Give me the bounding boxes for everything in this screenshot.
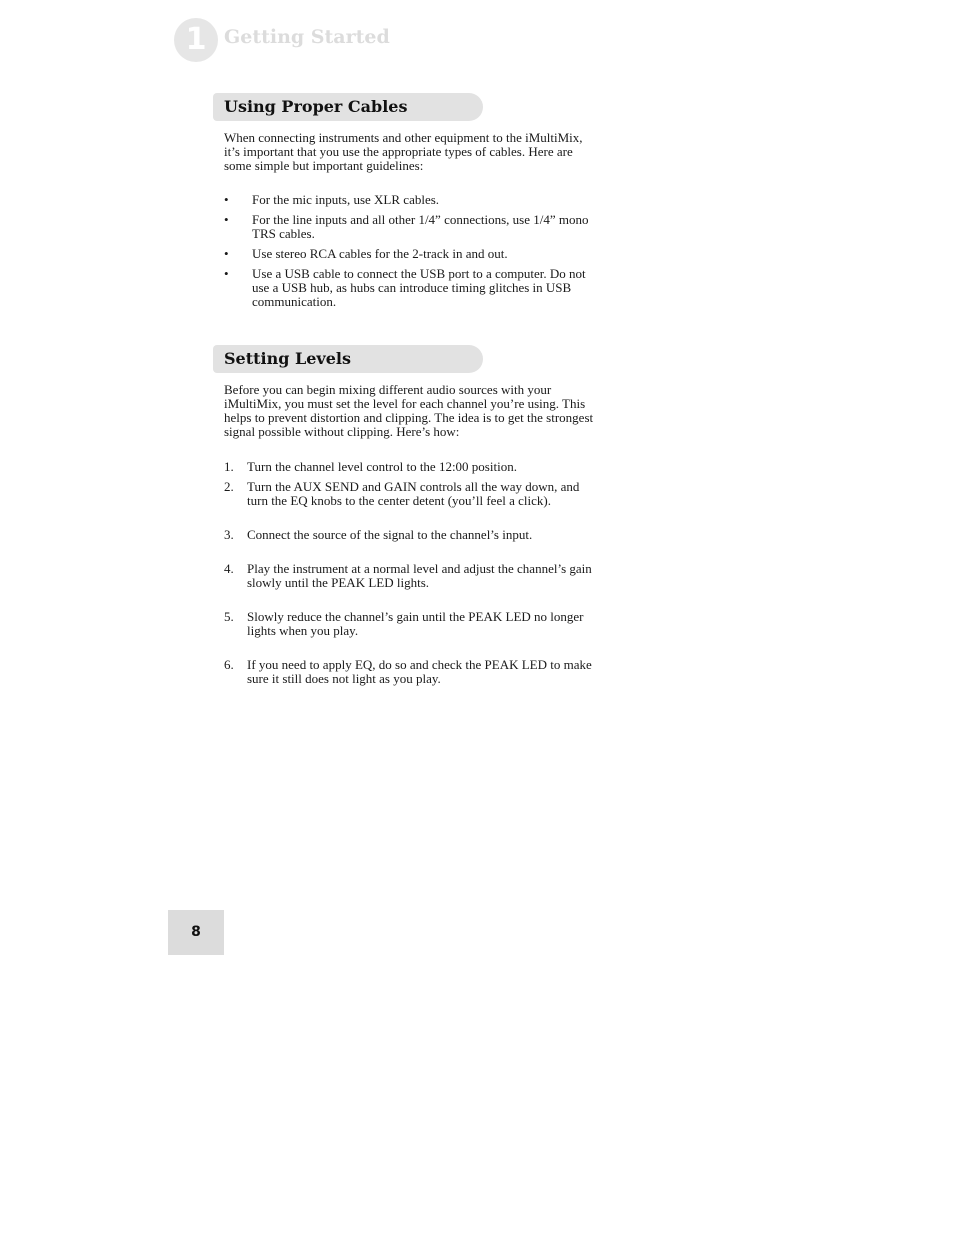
list-item-text: Turn the channel level control to the 12:00 position. [247, 459, 517, 474]
bullet-marker: • [224, 212, 229, 227]
bullet-marker: • [224, 266, 229, 281]
step-number: 4. [224, 561, 234, 576]
list-item [224, 528, 594, 542]
step-number: 1. [224, 459, 234, 474]
section-heading-cables [213, 93, 483, 121]
list-item-text: For the mic inputs, use XLR cables. [252, 192, 440, 207]
cables-intro: When connecting instruments and other equipment to the iMultiMix, it’s important that you use the appropriate types of cables. Here are some simple but important guidelines: [224, 130, 583, 173]
levels-steps-list [224, 460, 594, 686]
bullet-marker: • [224, 246, 229, 261]
list-item [224, 460, 594, 474]
section-heading-text: Setting Levels [224, 349, 351, 368]
list-item [224, 247, 594, 261]
list-item-text: Use stereo RCA cables for the 2-track in and out. [252, 246, 508, 261]
list-item-text: Slowly reduce the channel’s gain until the PEAK LED no longer lights when you play. [247, 609, 584, 638]
step-number: 3. [224, 527, 234, 542]
step-number: 2. [224, 479, 234, 494]
step-number: 5. [224, 609, 234, 624]
list-item-text: If you need to apply EQ, do so and check the PEAK LED to make sure it still does not light as you play. [247, 657, 592, 686]
list-item-text: Connect the source of the signal to the channel’s input. [247, 527, 533, 542]
list-item [224, 610, 594, 638]
page-number-box [168, 910, 224, 955]
list-item-text: Turn the AUX SEND and GAIN controls all the way down, and turn the EQ knobs to the center detent (you’ll feel a click). [247, 479, 580, 508]
levels-intro: Before you can begin mixing different audio sources with your iMultiMix, you must set the level for each channel you’re using. This helps to prevent distortion and clipping. The idea is to get the strongest signal possible without clipping. Here’s how: [224, 382, 594, 439]
list-item [224, 480, 594, 508]
list-item [224, 562, 594, 590]
section-heading-levels [213, 345, 483, 373]
chapter-number-badge: 1 [174, 18, 218, 62]
bullet-marker: • [224, 192, 229, 207]
section-heading-text: Using Proper Cables [224, 97, 408, 116]
list-item [224, 193, 594, 207]
list-item-text: Play the instrument at a normal level and adjust the channel’s gain slowly until the PEAK LED lights. [247, 561, 592, 590]
step-number: 6. [224, 657, 234, 672]
list-item [224, 658, 594, 686]
cables-guidelines-list [224, 193, 594, 315]
list-item [224, 267, 594, 309]
list-item-text: For the line inputs and all other 1/4” connections, use 1/4” mono TRS cables. [252, 212, 589, 241]
list-item-text: Use a USB cable to connect the USB port to a computer. Do not use a USB hub, as hubs can introduce timing glitches in USB communication. [252, 266, 586, 309]
list-item [224, 213, 594, 241]
page-number: 8 [191, 924, 201, 940]
chapter-title: Getting Started [224, 26, 390, 48]
